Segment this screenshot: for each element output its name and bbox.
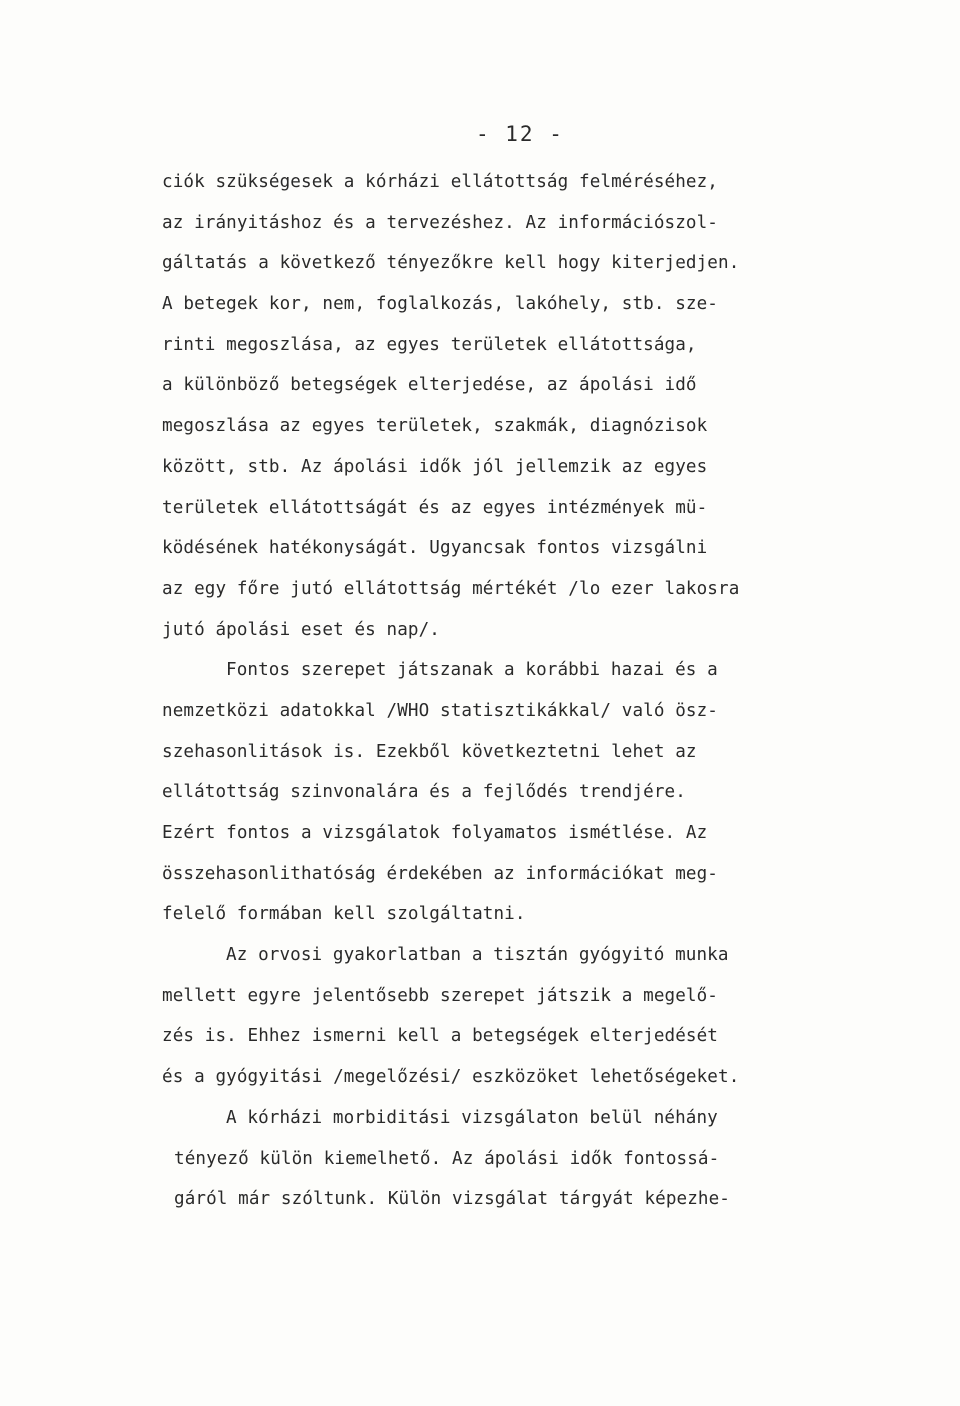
text-line: mellett egyre jelentősebb szerepet játszik a megelő- bbox=[162, 985, 719, 1006]
text-line: Fontos szerepet játszanak a korábbi hazai és a bbox=[226, 660, 718, 681]
text-line: tényező külön kiemelhető. Az ápolási idők fontossá- bbox=[174, 1148, 720, 1169]
text-line: ködésének hatékonyságát. Ugyancsak fontos vizsgálni bbox=[162, 538, 708, 559]
text-line: felelő formában kell szolgáltatni. bbox=[162, 904, 526, 925]
page-number: - 12 - bbox=[476, 122, 564, 146]
text-line: a különböző betegségek elterjedése, az ápolási idő bbox=[162, 375, 697, 396]
text-line: A betegek kor, nem, foglalkozás, lakóhely, stb. sze- bbox=[162, 294, 719, 315]
text-line: az egy főre jutó ellátottság mértékét /lo ezer lakosra bbox=[162, 578, 740, 599]
text-line: Az orvosi gyakorlatban a tisztán gyógyitó munka bbox=[226, 945, 729, 966]
text-line: Ezért fontos a vizsgálatok folyamatos ismétlése. Az bbox=[162, 823, 708, 843]
text-line: megoszlása az egyes területek, szakmák, diagnózisok bbox=[162, 416, 708, 437]
text-line: területek ellátottságát és az egyes intézmények mü- bbox=[162, 497, 708, 518]
text-line: és a gyógyitási /megelőzési/ eszközöket lehetőségeket. bbox=[162, 1067, 740, 1088]
text-line: A kórházi morbiditási vizsgálaton belül néhány bbox=[226, 1107, 718, 1128]
text-line: ellátottság szinvonalára és a fejlődés trendjére. bbox=[162, 782, 686, 803]
text-line: között, stb. Az ápolási idők jól jellemzik az egyes bbox=[162, 456, 708, 477]
text-line: zés is. Ehhez ismerni kell a betegségek elterjedését bbox=[162, 1026, 719, 1047]
text-line: szehasonlitások is. Ezekből következtetni lehet az bbox=[162, 741, 697, 762]
body-text bbox=[162, 162, 882, 1220]
text-line: nemzetközi adatokkal /WHO statisztikákkal/ való ösz- bbox=[162, 700, 719, 721]
text-line: rinti megoszlása, az egyes területek ellátottsága, bbox=[162, 334, 697, 355]
text-line: jutó ápolási eset és nap/. bbox=[162, 619, 441, 640]
text-line: gáról már szóltunk. Külön vizsgálat tárgyát képezhe- bbox=[174, 1189, 731, 1210]
text-line: összehasonlithatóság érdekében az információkat meg- bbox=[162, 863, 719, 884]
text-line: ciók szükségesek a kórházi ellátottság felméréséhez, bbox=[162, 172, 719, 192]
text-line: gáltatás a következő tényezőkre kell hogy kiterjedjen. bbox=[162, 253, 740, 274]
text-line: az irányitáshoz és a tervezéshez. Az információszol- bbox=[162, 212, 719, 233]
